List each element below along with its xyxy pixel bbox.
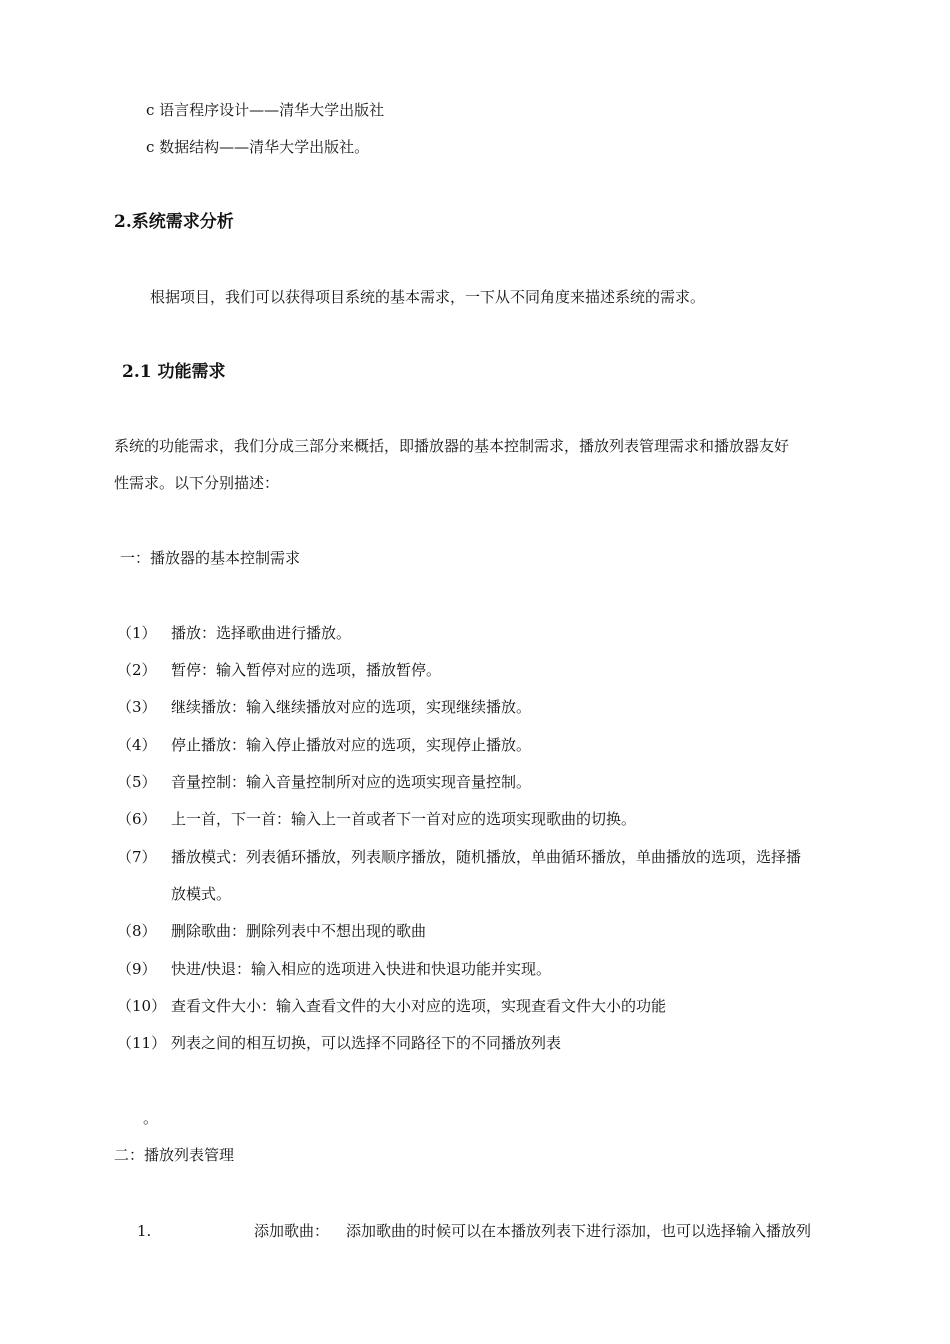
list-item-text: 查看文件大小：输入查看文件的大小对应的选项，实现查看文件大小的功能 [171, 997, 667, 1015]
trailing-period: 。 [143, 1109, 159, 1127]
paragraph-line: 系统的功能需求，我们分成三部分来概括，即播放器的基本控制需求，播放列表管理需求和播放器友好 [114, 437, 790, 455]
list-item-text: 添加歌曲的时候可以在本播放列表下进行添加，也可以选择输入播放列 [346, 1222, 812, 1240]
list-item-text: 上一首，下一首：输入上一首或者下一首对应的选项实现歌曲的切换。 [171, 810, 637, 828]
paragraph: 根据项目，我们可以获得项目系统的基本需求，一下从不同角度来描述系统的需求。 [150, 288, 706, 306]
list-item-number: （6） [117, 810, 157, 828]
list-item-text: 快进/快退：输入相应的选项进入快进和快退功能并实现。 [171, 960, 552, 978]
list-item-text: 继续播放：输入继续播放对应的选项，实现继续播放。 [171, 698, 532, 716]
list-item-text: 删除歌曲：删除列表中不想出现的歌曲 [171, 922, 427, 940]
list-heading: 二：播放列表管理 [114, 1146, 235, 1164]
list-item-number: （5） [117, 773, 157, 791]
list-item-text: 播放：选择歌曲进行播放。 [171, 624, 352, 642]
list-item-text: 播放模式：列表循环播放，列表顺序播放，随机播放，单曲循环播放，单曲播放的选项，选择播 [171, 848, 802, 866]
list-item-number: （2） [117, 661, 157, 679]
list-item-text: 暂停：输入暂停对应的选项，播放暂停。 [171, 661, 442, 679]
paragraph-line: 性需求。以下分别描述： [114, 474, 280, 492]
list-item-number: （1） [117, 624, 157, 642]
list-item-number: （8） [117, 922, 157, 940]
list-item-number: （3） [117, 698, 157, 716]
reference-line: c 数据结构——清华大学出版社。 [146, 138, 370, 156]
list-item-number: （4） [117, 736, 157, 754]
reference-line: c 语言程序设计——清华大学出版社 [146, 101, 385, 119]
list-item-continuation: 放模式。 [171, 885, 232, 903]
list-item-number: （7） [117, 848, 157, 866]
list-item-number: （11） [117, 1034, 167, 1052]
section-heading: 2.系统需求分析 [114, 212, 234, 232]
list-item-text: 停止播放：输入停止播放对应的选项，实现停止播放。 [171, 736, 532, 754]
list-item-text: 音量控制：输入音量控制所对应的选项实现音量控制。 [171, 773, 532, 791]
list-item-number: （10） [117, 997, 167, 1015]
list-heading: 一：播放器的基本控制需求 [120, 549, 301, 567]
list-item-number: 1. [137, 1222, 152, 1240]
list-item-number: （9） [117, 960, 157, 978]
subsection-heading: 2.1 功能需求 [122, 362, 226, 382]
list-item-text: 列表之间的相互切换，可以选择不同路径下的不同播放列表 [171, 1034, 562, 1052]
list-item-label: 添加歌曲： [254, 1222, 330, 1240]
